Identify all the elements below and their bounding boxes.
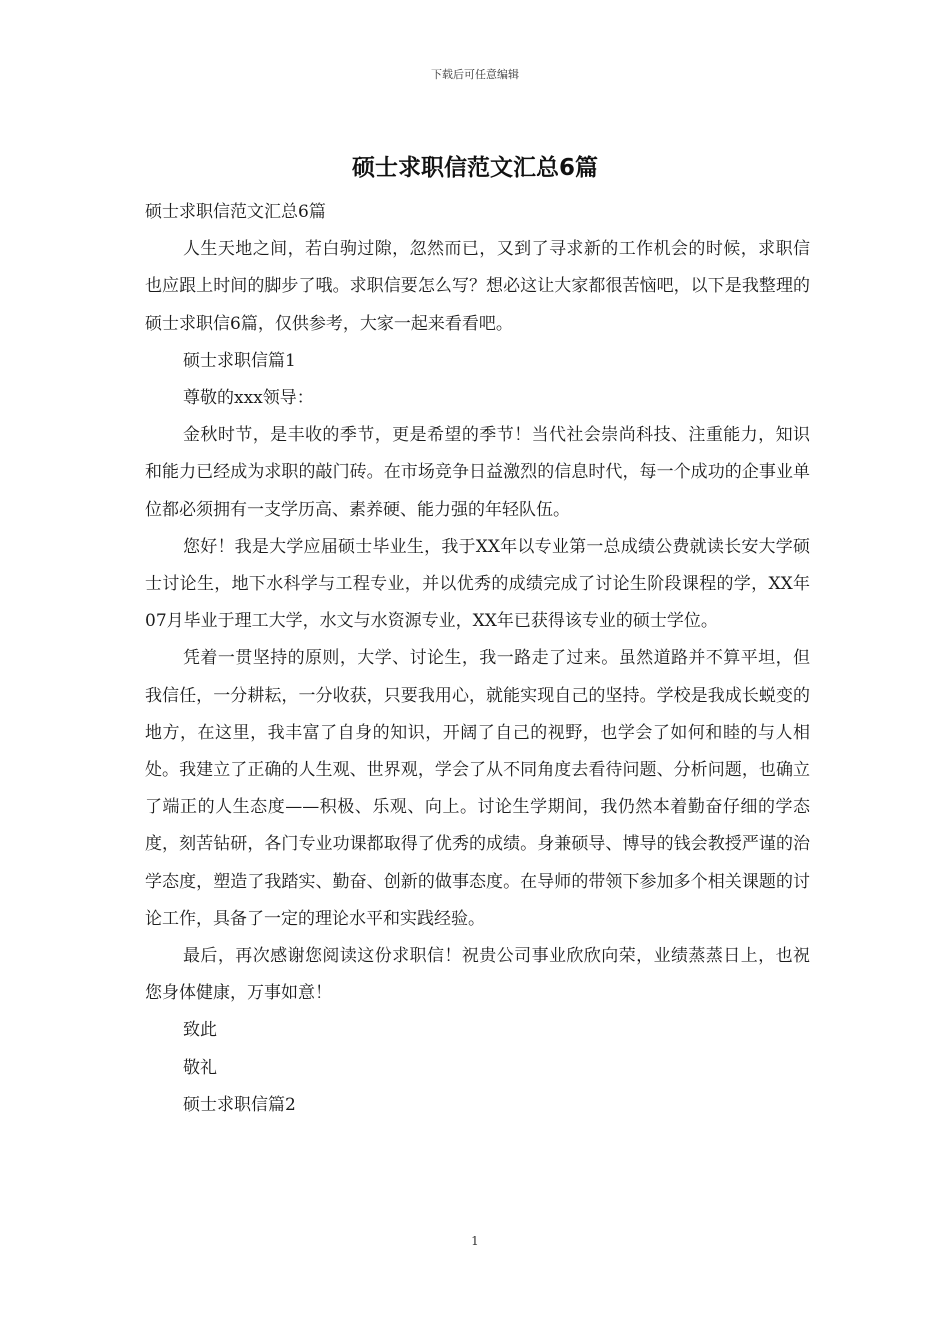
closing-line-2: 敬礼 bbox=[183, 1057, 217, 1078]
letter-paragraph-1: 金秋时节，是丰收的季节，更是希望的季节！当代社会崇尚科技、注重能力，知识和能力已经成为求职的敲门砖。在市场竞争日益激烈的信息时代，每一个成功的企事业单位都必须拥有一支学历高、素养硬、能力强的年轻队伍。 bbox=[145, 425, 810, 520]
closing-line-1: 致此 bbox=[183, 1020, 217, 1041]
letter-paragraph-3: 凭着一贯坚持的原则，大学、讨论生，我一路走了过来。虽然道路并不算平坦，但我信任，一分耕耘，一分收获，只要我用心，就能实现自己的坚持。学校是我成长蜕变的地方，在这里，我丰富了自身的知识，开阔了自己的视野，也学会了如何和睦的与人相处。我建立了正确的人生观、世界观，学会了从不同角度去看待问题、分析问题，也确立了端正的人生态度——积极、乐观、向上。讨论生学期间，我仍然本着勤奋仔细的学态度，刻苦钻研，各门专业功课都取得了优秀的成绩。身兼硕导、博导的钱会教授严谨的治学态度，塑造了我踏实、勤奋、创新的做事态度。在导师的带领下参加多个相关课题的讨论工作，具备了一定的理论水平和实践经验。 bbox=[145, 648, 810, 929]
salutation: 尊敬的xxx领导： bbox=[183, 388, 314, 409]
document-body bbox=[145, 194, 810, 1124]
subtitle-line: 硕士求职信范文汇总6篇 bbox=[145, 202, 326, 222]
intro-paragraph: 人生天地之间，若白驹过隙，忽然而已，又到了寻求新的工作机会的时候，求职信也应跟上时间的脚步了哦。求职信要怎么写？想必这让大家都很苦恼吧，以下是我整理的硕士求职信6篇，仅供参考，大家一起来看看吧。 bbox=[145, 239, 810, 334]
document-title: 硕士求职信范文汇总6篇 bbox=[351, 155, 598, 181]
section-heading-letter-1: 硕士求职信篇1 bbox=[183, 350, 296, 371]
section-heading-letter-2: 硕士求职信篇2 bbox=[183, 1094, 296, 1115]
letter-paragraph-4: 最后，再次感谢您阅读这份求职信！祝贵公司事业欣欣向荣，业绩蒸蒸日上，也祝您身体健康，万事如意！ bbox=[145, 946, 810, 1004]
page-number: 1 bbox=[471, 1234, 479, 1248]
letter-paragraph-2: 您好！我是大学应届硕士毕业生，我于XX年以专业第一总成绩公费就读长安大学硕士讨论生，地下水科学与工程专业，并以优秀的成绩完成了讨论生阶段课程的学，XX年07月毕业于理工大学，水文与水资源专业，XX年已获得该专业的硕士学位。 bbox=[145, 536, 810, 632]
page-header-note: 下载后可任意编辑 bbox=[431, 68, 519, 81]
